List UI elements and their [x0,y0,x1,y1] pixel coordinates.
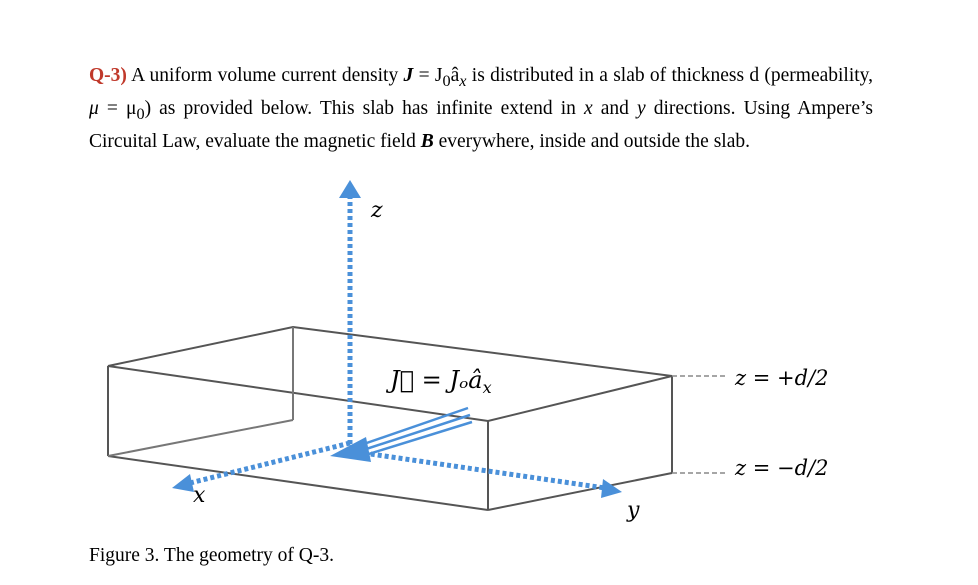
figure-caption: Figure 3. The geometry of Q-3. [89,545,334,566]
var-y: y [636,97,646,119]
current-density-symbol: J [403,65,414,86]
sub-x: x [459,71,467,90]
magnetic-field-symbol: B [420,130,434,152]
question-part-3: ) as provided below. This slab has infinite extend in [144,97,576,119]
mu-symbol: μ [89,97,99,119]
x-axis-label: x [193,483,206,508]
y-axis-label: y [627,498,640,523]
word-and: and [600,97,629,119]
top-surface-label: z = +d/2 [735,366,829,390]
y-axis-line [350,451,605,488]
y-axis-arrowhead [601,479,622,498]
slab-bottom-back-left [108,420,293,456]
eq-part-2: = μ [106,97,137,119]
z-axis-arrowhead [339,180,361,198]
slab-bottom-right [488,473,672,510]
question-label: Q-3) [89,65,127,86]
slab-bottom-front [108,456,488,510]
x-axis-line [190,443,350,483]
eq-part-1: = J [418,65,443,86]
x-axis-arrowhead [172,474,194,492]
unit-vector-hat: â [450,65,460,86]
sub-zero: 0 [442,71,451,90]
bottom-surface-label: z = −d/2 [735,456,829,480]
var-x: x [583,97,593,119]
question-part-1: A uniform volume current density [131,65,399,86]
z-axis-label: z [371,198,383,223]
question-part-5: everywhere, inside and outside the slab. [438,130,750,152]
question-part-4: directions. Using Ampere’s Circuital Law, evaluate the magnetic field [89,97,874,152]
question-part-2: is distributed in a slab of thickness d (permeability, [471,65,874,86]
current-density-label: J⃗ = Jₒâ$_x$ [390,366,492,397]
sub-zero-2: 0 [136,104,145,123]
